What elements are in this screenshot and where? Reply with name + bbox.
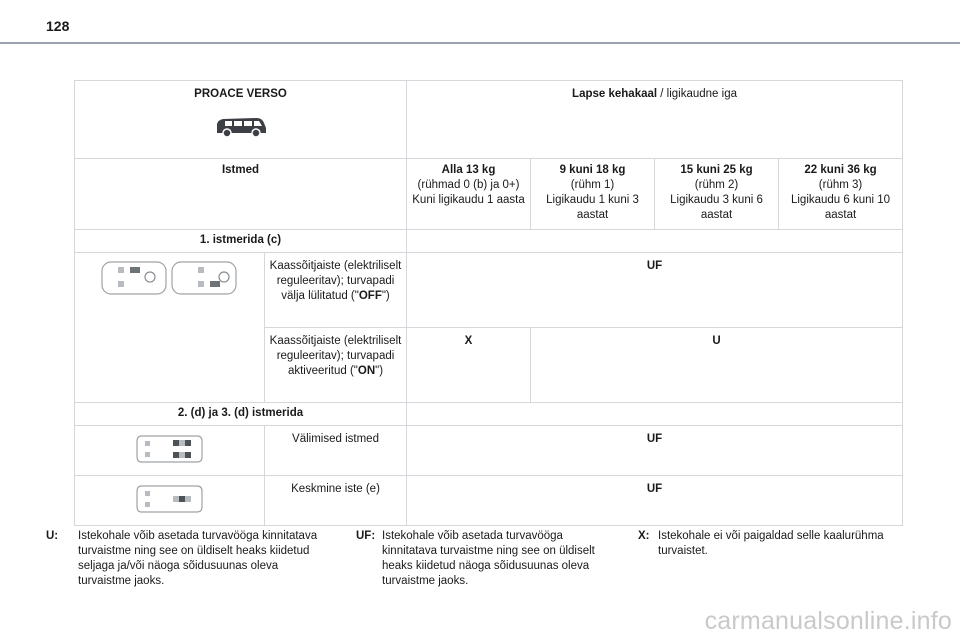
group-name: (rühmad 0 (b) ja 0+) [417, 179, 520, 191]
group-age: Kuni ligikaudu 1 aasta [412, 194, 525, 206]
weight-header-rest: / ligikaudne iga [657, 88, 737, 100]
group-weight: Alla 13 kg [441, 164, 496, 176]
legend-text: Istekohale võib asetada turvavööga kinnitatava turvaistme ning see on üldiselt heaks kiidetud seljaga ja/või näoga sõidusuunas oleva turvaistme jaoks. [78, 530, 318, 587]
group-name: (rühm 2) [694, 179, 739, 191]
passenger-seat-airbag-off-label [265, 253, 407, 328]
group-name: (rühm 3) [818, 179, 863, 191]
label-text-end: ") [381, 290, 390, 302]
legend-key: UF: [356, 530, 376, 542]
header-divider [0, 42, 960, 44]
group-weight: 9 kuni 18 kg [559, 164, 626, 176]
table-row [75, 476, 903, 526]
group-cell-3 [779, 159, 903, 230]
front-seat-image-cell [75, 253, 265, 403]
section-empty [407, 403, 903, 426]
seats-label: Istmed [75, 159, 407, 230]
label-text: Kaassõitjaiste (elektriliselt reguleeritav); turvapadi aktiveeritud (" [269, 335, 402, 377]
group-header-row [75, 159, 903, 230]
section-row-2 [75, 403, 903, 426]
table-row [75, 253, 903, 328]
page-number: 128 [46, 18, 70, 34]
group-weight: 15 kuni 25 kg [680, 164, 753, 176]
group-age: Ligikaudu 1 kuni 3 aastat [546, 194, 639, 221]
outer-seats-label: Välimised istmed [265, 426, 407, 476]
section-title-row1: 1. istmerida (c) [75, 230, 407, 253]
front-seat-dashboard-icon [79, 259, 260, 297]
legend-u [46, 529, 336, 599]
watermark: carmanualsonline.info [704, 607, 952, 635]
group-age: Ligikaudu 6 kuni 10 aastat [790, 194, 891, 221]
vehicle-cell [75, 81, 407, 159]
vehicle-top-view-middle-seat-icon [79, 482, 260, 516]
group-cell-2 [655, 159, 779, 230]
middle-seat-label: Keskmine iste (e) [265, 476, 407, 526]
child-seat-table [74, 80, 903, 526]
legend-key: X: [638, 530, 650, 542]
table-row [75, 426, 903, 476]
weight-header-bold: Lapse kehakaal [572, 88, 658, 100]
group-cell-1 [531, 159, 655, 230]
airbag-on-value-rest: U [531, 328, 903, 403]
legend-key: U: [46, 530, 59, 542]
passenger-seat-airbag-on-label [265, 328, 407, 403]
label-text: Kaassõitjaiste (elektriliselt reguleeritav); turvapadi välja lülitatud (" [269, 260, 402, 302]
outer-seats-value: UF [407, 426, 903, 476]
weight-header-cell [407, 81, 903, 159]
legend-uf [356, 529, 636, 599]
section-empty [407, 230, 903, 253]
vehicle-model: PROACE VERSO [194, 88, 287, 100]
airbag-off-status: OFF [358, 290, 382, 302]
legend-text: Istekohale võib asetada turvavööga kinnitatava turvaistme ning see on üldiselt heaks kiidetud näoga sõidusuunas oleva turvaistme jaoks. [382, 530, 595, 587]
section-row-1 [75, 230, 903, 253]
group-weight: 22 kuni 36 kg [804, 164, 877, 176]
airbag-off-value: UF [407, 253, 903, 328]
legend-text: Istekohale ei või paigaldad selle kaalurühma turvaistet. [658, 530, 884, 557]
van-icon [79, 114, 402, 140]
middle-seat-image-cell [75, 476, 265, 526]
legend-x [638, 529, 908, 569]
label-text-end: ") [375, 365, 384, 377]
group-cell-0 [407, 159, 531, 230]
group-name: (rühm 1) [570, 179, 615, 191]
airbag-on-status: ON [357, 365, 376, 377]
airbag-on-value-group0: X [407, 328, 531, 403]
vehicle-top-view-seats-icon [79, 432, 260, 466]
table-header-row [75, 81, 903, 159]
group-age: Ligikaudu 3 kuni 6 aastat [670, 194, 763, 221]
section-title-row23: 2. (d) ja 3. (d) istmerida [75, 403, 407, 426]
outer-seats-image-cell [75, 426, 265, 476]
middle-seat-value: UF [407, 476, 903, 526]
